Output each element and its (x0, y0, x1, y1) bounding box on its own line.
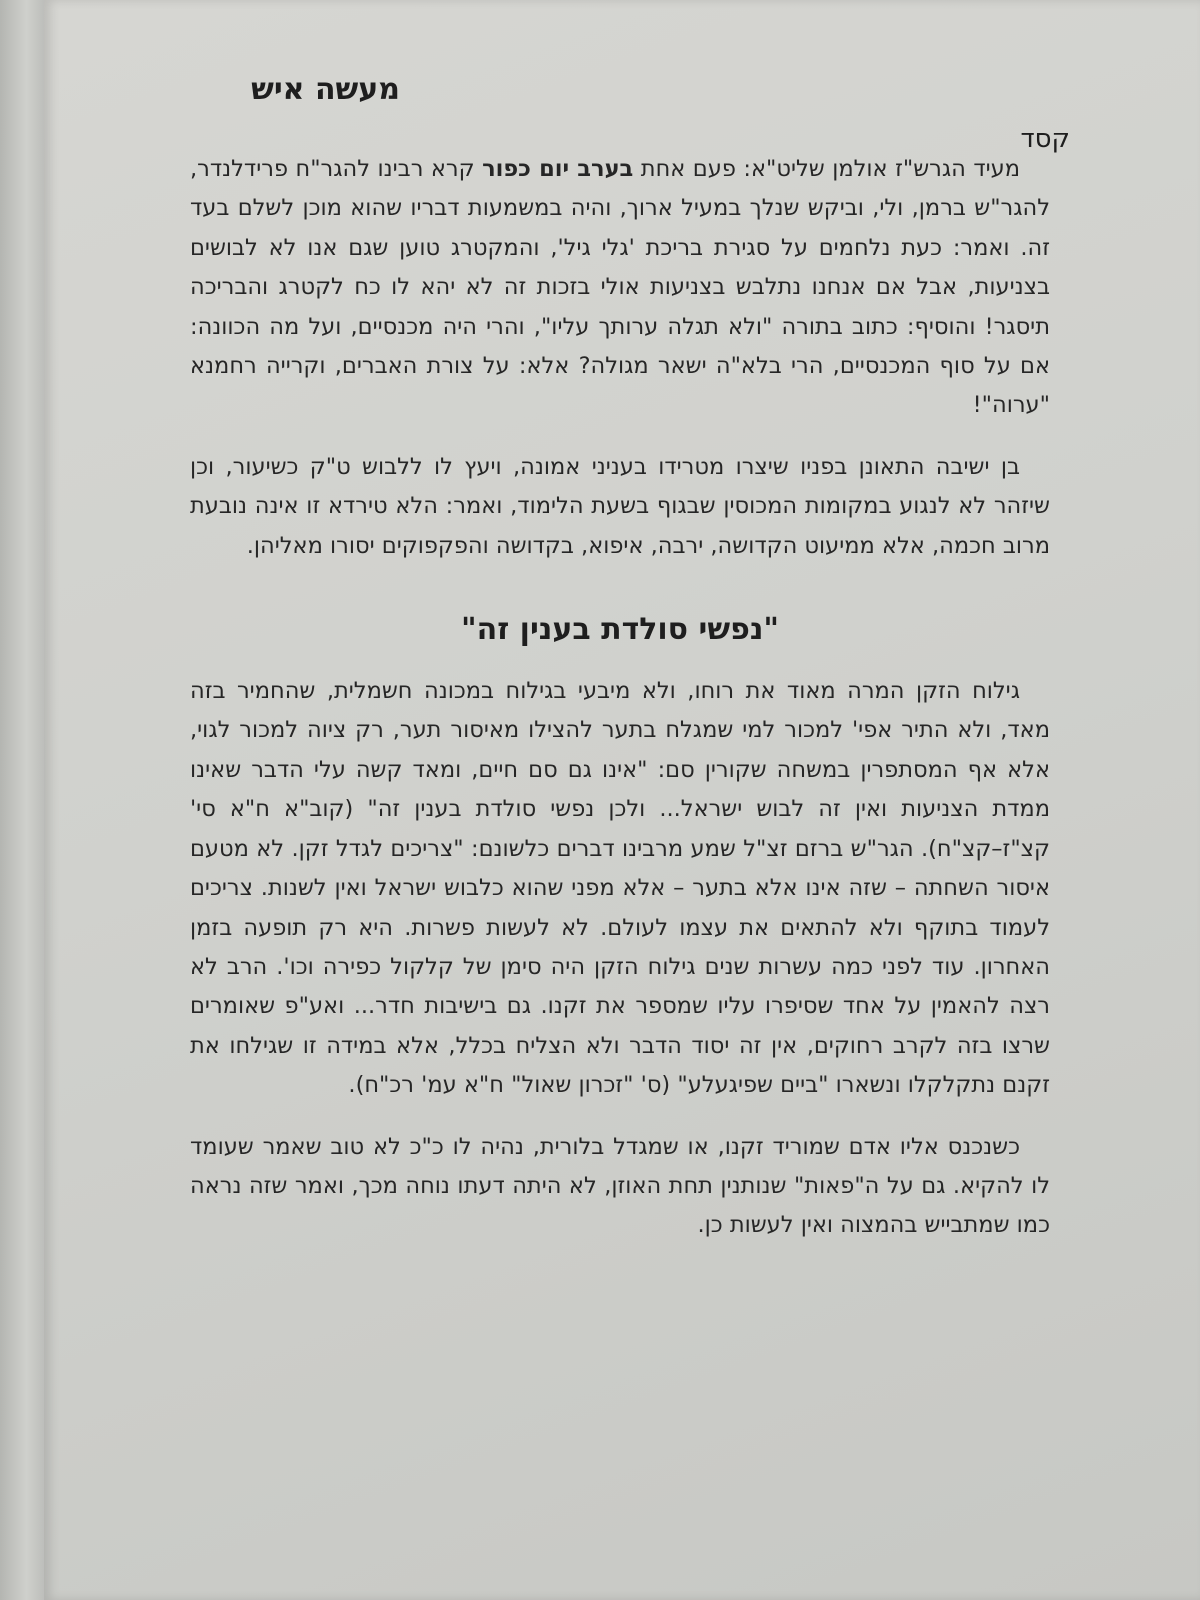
paragraph-4: כשנכנס אליו אדם שמוריד זקנו, או שמגדל בלורית, נהיה לו כ"כ לא טוב שאמר שעומד לו להקיא. גם על ה"פאות" שנותנין תחת האוזן, לא היתה דעתו נוחה מכך, ואמר שזה נראה כמו שמתבייש בהמצוה ואין לעשות כן. (190, 1133, 1050, 1239)
paragraph-1-bold-phrase: בערב יום כפור (482, 156, 634, 182)
page-number: קסד (1020, 124, 1070, 154)
paragraph-1-text-start: מעיד הגרש"ז אולמן שליט"א: פעם אחת (633, 156, 1021, 182)
section-heading: "נפשי סולדת בענין זה" (460, 612, 780, 648)
paragraph-1-text-end: קרא רבינו להגר"ח פרידלנדר, להגר"ש ברמן, ולי, וביקש שנלך במעיל ארוך, והיה במשמעות דבריו שהוא מוכן לשלם בעד זה. ואמר: כעת נלחמים על סגירת בריכת 'גלי גיל', והמקטרג טוען שגם אנו לא לבושים בצניעות, אבל אם אנחנו נתלבש בצניעות אולי בזכות זה לא יהא לו כח לקטרג והבריכה תיסגר! והוסיף: כתוב בתורה "ולא תגלה ערותך עליו", והרי היה מכנסיים, ועל מה הכוונה: אם על סוף המכנסיים, הרי בלא"ה ישאר מגולה? אלא: על צורת האברים, וקרייה רחמנא "ערוה"! (190, 156, 1050, 419)
book-title: מעשה איש (251, 72, 400, 107)
paragraph-2: בן ישיבה התאונן בפניו שיצרו מטרידו בעניני אמונה, ויעץ לו ללבוש ט"ק כשיעור, וכן שיזהר לא לנגוע במקומות המכוסין שבגוף בשעת הלימוד, ואמר: הלא טירדא זו אינה נובעת מרוב חכמה, אלא ממיעוט הקדושה, ירבה, איפוא, בקדושה והפקפוקים יסורו מאליהן. (190, 453, 1050, 559)
paragraph-3: גילוח הזקן המרה מאוד את רוחו, ולא מיבעי בגילוח במכונה חשמלית, שהחמיר בזה מאד, ולא התיר אפי' למכור למי שמגלח בתער להצילו מאיסור תער, רק ציוה למכור לגוי, אלא אף המסתפרין במשחה שקורין סם: "אינו גם סם חיים, ומאד קשה עלי הדבר שאינו ממדת הצניעות ואין זה לבוש ישראל... ולכן נפשי סולדת בענין זה" (קוב"א ח"א סי' קצ"ז–קצ"ח). הגר"ש ברזם זצ"ל שמע מרבינו דברים כלשונם: "צריכים לגדל זקן. לא מטעם איסור השחתה – שזה אינו אלא בתער – אלא מפני שהוא כלבוש ישראל ואין לשנות. צריכים לעמוד בתוקף ולא להתאים את עצמו לעולם. לא לעשות פשרות. היא רק תופעה בזמן האחרון. עוד לפני כמה עשרות שנים גילוח הזקן היה סימן של קלקול כפירה וכו'. הרב לא רצה להאמין על אחד שסיפרו עליו שמספר את זקנו. גם בישיבות חדר... ואע"פ שאומרים שרצו בזה לקרב רחוקים, אין זה יסוד הדבר ולא הצליח בכלל, אלא במידה זו שגילחו את זקנם נתקלקלו ונשארו "ביים שפיגעלע" (ס' "זכרון שאול" ח"א עמ' רכ"ח). (190, 678, 1050, 1099)
book-page (44, 0, 1200, 1600)
page-header (44, 72, 1200, 154)
page-body (190, 150, 1050, 1246)
book-gutter (0, 0, 44, 1600)
paragraph-1 (190, 150, 1050, 426)
